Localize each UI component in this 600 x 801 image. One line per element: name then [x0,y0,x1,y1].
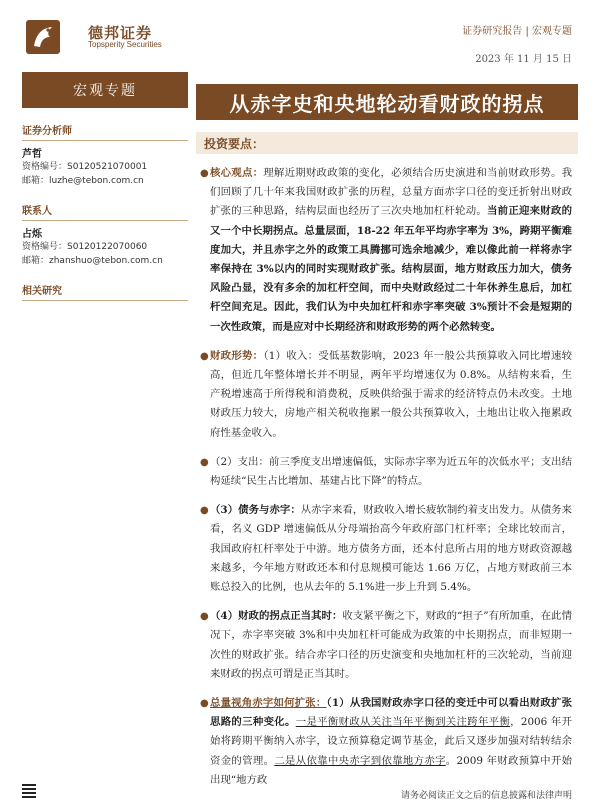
paragraph-debt-deficit [200,501,572,597]
contact-cert: 资格编号：S0120122070060 [22,242,148,252]
bullet-icon: ● [200,505,209,517]
turning-point-text: 收支紧平衡之下，财政的“担子”有所加重，在此情况下，赤字率突破 3%和中央加杠杆可能成为政策的中长期拐点，而非短期一次性的财政扩张。结合赤字口径的历史演变和央地加杠杆的三次轮动，当前迎来财政的拐点可谓是正当其时。 [210,610,573,680]
turning-point-label: （4）财政的拐点正当其时： [210,610,343,623]
deficit-expansion-end: 。2009 年财政预算中开始出现“地方政 [210,754,573,786]
expenditure-text: （2）支出：前三季度支出增速偏低，实际赤字率为近五年的次低水平；支出结构延续“民生占比增加、基建占比下降”的特点。 [210,455,572,488]
report-title: 从赤字史和央地轮动看财政的拐点 [196,84,578,120]
paragraph-expenditure [200,453,572,491]
summary-content [200,164,572,800]
contact-title: 联系人 [22,202,188,221]
summary-heading: 投资要点： [196,132,578,154]
contact-name: 占烁 [22,229,42,240]
bullet-icon: ● [200,168,209,179]
core-view-bold-text: 当前正迎来财政的又一个中长期拐点。总量层面，18-22 年五年平均赤字率为 3%，跨期平衡难度加大，并且赤字之外的政策工具腾挪可选余地减少，难以像此前一样将赤字率保持在 3%以内的同时实现财政扩张。结构层面，地方财政压力加大，债务风险凸显，没有多余的加杠杆空间，而中央财政经过二十年休养生息后，加杠杆空间充足。因此，我们认为中央加杠杆和赤字率突破 3%预计不会是短期的一次性政策，而是应对中长期经济和财政形势的两个必然转变。 [210,205,573,333]
page-footer [0,772,600,800]
analyst-title: 证券分析师 [22,122,188,141]
deficit-expansion-underline-2: 二是从依靠中央赤字到依靠地方赤字 [274,754,446,767]
debt-deficit-text: 从赤字来看，财政收入增长疲软制约着支出发力。从债务来看，名义 GDP 增速偏低从分母端抬高今年政府部门杠杆率；全球比较而言，我国政府杠杆率处于中游。地方债务方面，还本付息所占用的地方财政资源越来越多，今年地方财政还本和付息规模可能达 1.66 万亿，占地方财政前三本账总投入的比例，也从去年的 5.1%进一步上升到 5.4%。 [210,504,572,594]
tebon-logo-icon [26,20,60,54]
contact-email[interactable]: 邮箱：zhanshuo@tebon.com.cn [22,256,163,266]
report-header [0,0,600,70]
paragraph-core-view [200,164,572,337]
deficit-expansion-bold: （1）从我国财政赤字口径的变迁中可以看出财政扩张思路的三种变化。 [210,697,573,729]
bullet-icon: ● [200,350,209,362]
report-type: 证券研究报告 | 宏观专题 [462,26,572,37]
bullet-icon: ● [200,456,209,468]
fiscal-situation-label: 财政形势： [210,349,264,362]
brand-name: 德邦证券 [88,24,153,42]
deficit-expansion-text: ，2006 年开始将跨期平衡纳入赤字，设立预算稳定调节基金，此后又逐步加强对结转结余资金的管理。 [210,716,573,767]
related-research-title: 相关研究 [22,282,188,301]
footer-disclaimer: 请务必阅读正文之后的信息披露和法律声明 [400,791,572,801]
bullet-icon: ● [200,611,209,623]
deficit-expansion-underline-1: 一是平衡财政从关注当年平衡到关注跨年平衡 [295,716,511,729]
category-label: 宏观专题 [22,72,188,108]
core-view-text: 理解近期财政政策的变化，必须结合历史演进和当前财政形势。我们回顾了几十年来我国财政扩张的历程，总量方面赤字口径的变迁折射出财政扩张的三种思路，结构层面也经历了三次央地加杠杆轮动。 [210,167,573,218]
analyst-cert: 资格编号：S0120521070001 [22,162,148,172]
paragraph-turning-point [200,607,572,684]
report-date: 2023 年 11 月 15 日 [475,54,572,65]
deficit-expansion-label: 总量视角赤字如何扩张： [210,697,327,710]
analyst-name: 芦哲 [22,149,42,160]
sidebar [22,72,188,301]
bullet-icon: ● [200,698,209,710]
brand-english-name: Topsperity Securities [88,40,162,49]
fiscal-income-text: （1）收入：受低基数影响，2023 年一般公共预算收入同比增速较高，但近几年整体增长并不明显，两年平均增速仅为 0.8%。从结构来看，生产税增速高于所得税和消费税，反映供给强于需求的经济特点仍未改变。土地财政压力较大，房地产相关税收拖累一般公共预算收入，土地出让收入拖累政府性基金收入。 [210,349,573,439]
qr-code-icon [22,784,36,798]
paragraph-fiscal-situation [200,347,572,443]
analyst-email[interactable]: 邮箱：luzhe@tebon.com.cn [22,176,144,186]
core-view-label: 核心观点： [210,167,264,179]
debt-deficit-label: （3）债务与赤字： [210,504,301,517]
